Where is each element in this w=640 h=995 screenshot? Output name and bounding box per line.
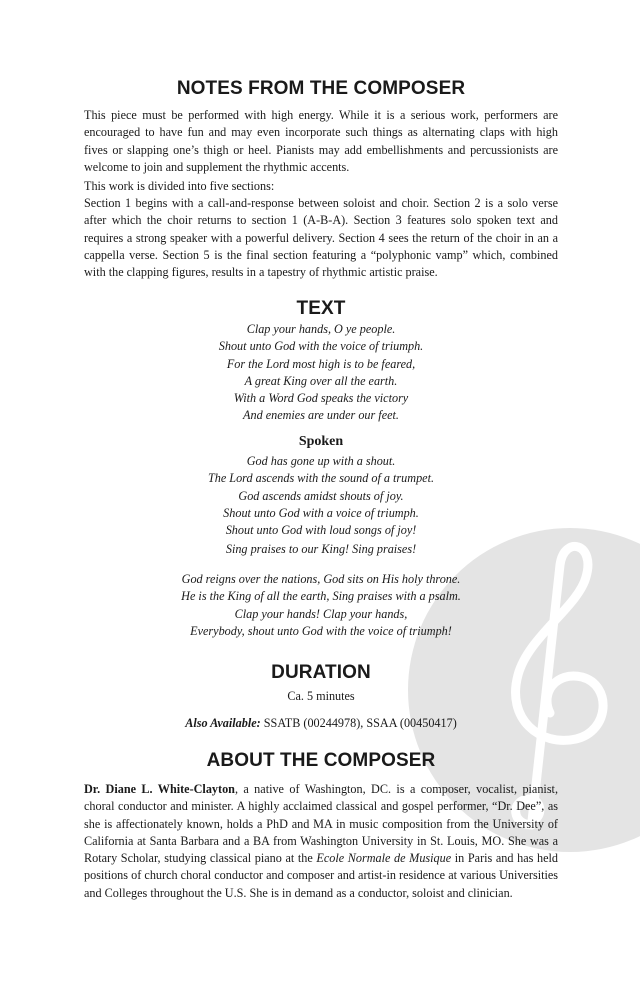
composer-name: Dr. Diane L. White-Clayton	[84, 782, 235, 796]
school-name: Ecole Normale de Musique	[316, 851, 452, 866]
spoken-line: God has gone up with a shout.	[246, 454, 396, 468]
verse-line: A great King over all the earth.	[244, 373, 398, 388]
also-available-label: Also Available:	[185, 716, 261, 730]
notes-intro: This work is divided into five sections:	[84, 179, 275, 193]
about-text-part-2: in Paris and has held positions of church choral conductor and composer and artist-in residence at various Universities and Colleges throughout the U.S. She is in demand as a conductor, soloist and clinician.	[84, 851, 558, 900]
duration-heading: DURATION	[271, 662, 371, 683]
verse-line: Shout unto God with the voice of triumph.	[218, 339, 424, 354]
spoken-block	[84, 453, 558, 559]
verse-line: Clap your hands, O ye people.	[246, 322, 396, 336]
verse-block	[84, 321, 558, 425]
spoken-line: God ascends amidst shouts of joy.	[238, 488, 404, 503]
closing-line: Clap your hands! Clap your hands,	[234, 606, 408, 621]
text-heading: TEXT	[296, 298, 346, 319]
closing-block	[84, 571, 558, 640]
about-text-part-1: , a native of Washington, DC. is a composer, vocalist, pianist, choral conductor and minister. A highly acclaimed classical and gospel performer, “Dr. Dee”, as she is affectionately known, holds a PhD and MA in music composition from the University of California at Santa Barbara and a BA from Washington University in St. Louis, MO. She was a Rotary Scholar, studying classical piano at the	[84, 782, 558, 866]
about-paragraph	[84, 781, 558, 902]
verse-line: With a Word God speaks the victory	[233, 391, 409, 406]
also-available-value: SSATB (00244978), SSAA (00450417)	[263, 716, 457, 730]
about-heading: ABOUT THE COMPOSER	[206, 750, 436, 771]
verse-line: And enemies are under our feet.	[243, 408, 399, 423]
duration-value: Ca. 5 minutes	[287, 689, 355, 703]
spoken-heading: Spoken	[298, 434, 344, 449]
closing-line: Everybody, shout unto God with the voice of triumph!	[190, 623, 452, 638]
notes-paragraph-1: This piece must be performed with high energy. While it is a serious work, performers are encouraged to have fun and may even incorporate such things as alternating claps with high fives or slapping one’s thigh or heel. Pianists may add embellishments and percussionists are welcome to join and supplement the rhythmic accents.	[84, 108, 558, 174]
notes-heading: NOTES FROM THE COMPOSER	[176, 78, 466, 99]
spoken-line: Shout unto God with a voice of triumph.	[223, 505, 419, 520]
closing-line: God reigns over the nations, God sits on His holy throne.	[181, 572, 461, 586]
verse-line: For the Lord most high is to be feared,	[226, 356, 416, 371]
spoken-line: The Lord ascends with the sound of a trumpet.	[207, 471, 435, 486]
also-available	[84, 716, 558, 731]
spoken-line: Sing praises to our King! Sing praises!	[225, 542, 417, 557]
notes-paragraph-2: Section 1 begins with a call-and-response between soloist and choir. Section 2 is a solo verse after which the choir returns to section 1 (A-B-A). Section 3 features solo spoken text and requires a strong speaker with a powerful delivery. Section 4 sees the return of the choir in an a cappella verse. Section 5 is the final section featuring a “polyphonic vamp” which, combined with the clapping figures, results in a tapestry of rhythmic artistic praise.	[84, 196, 558, 280]
closing-line: He is the King of all the earth, Sing praises with a psalm.	[181, 589, 461, 604]
spoken-line: Shout unto God with loud songs of joy!	[225, 523, 417, 538]
